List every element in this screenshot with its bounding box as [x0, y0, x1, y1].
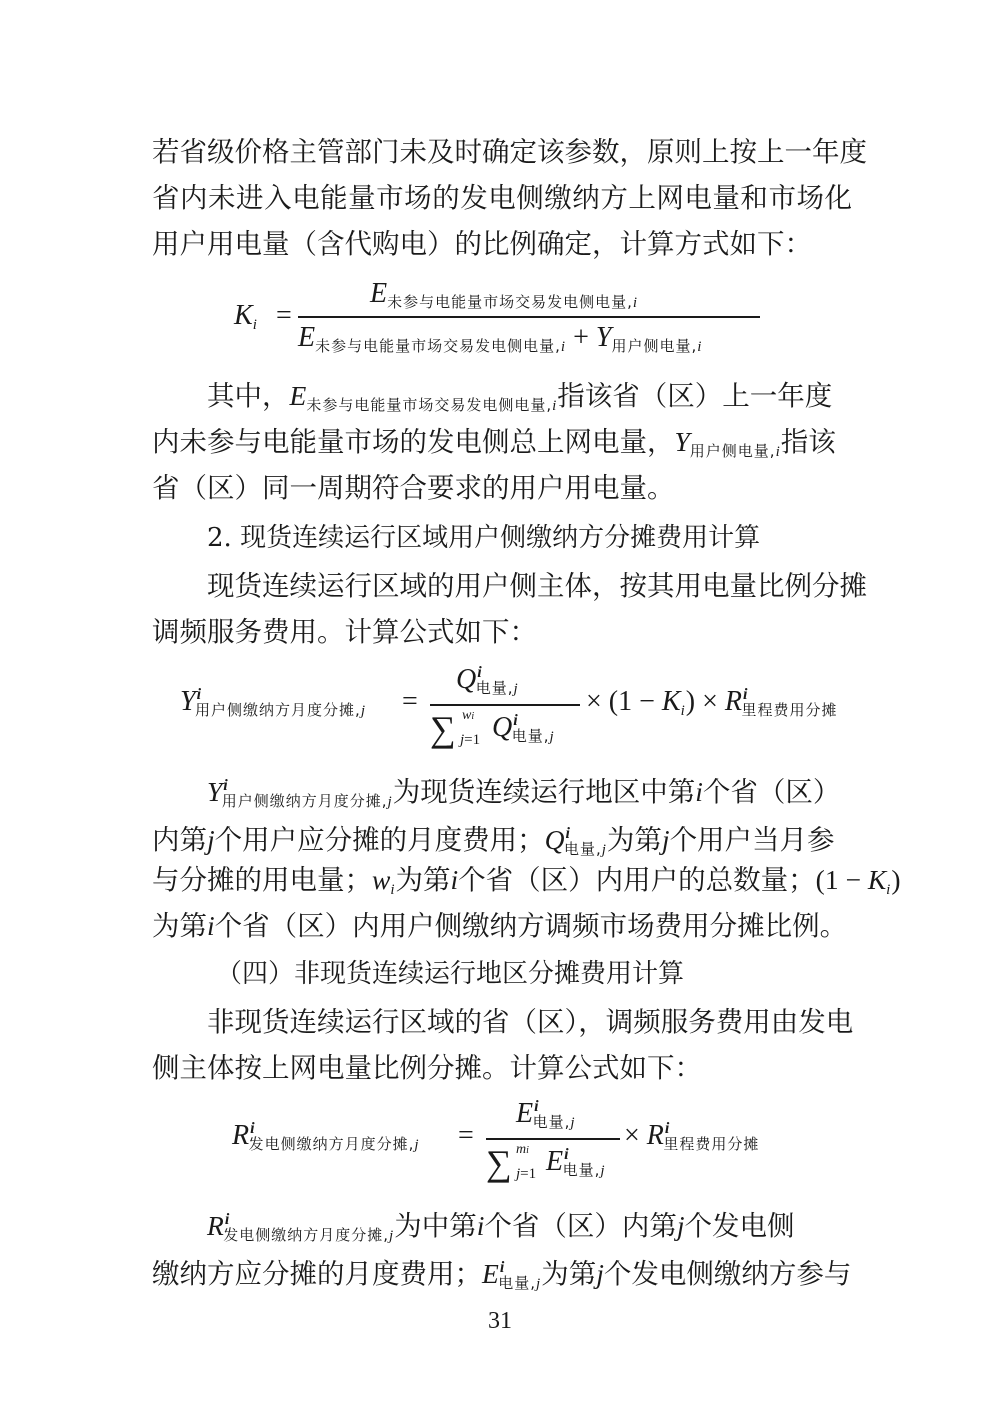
- formula-3-fraction-bar: [486, 1138, 620, 1140]
- page-number: 31: [488, 1308, 512, 1334]
- formula-3-sigma-bottom: j=1: [516, 1166, 537, 1182]
- formula-generator-side-share: [232, 1094, 792, 1194]
- paragraph-1-line-1: 若省级价格主管部门未及时确定该参数，原则上按上一年度: [152, 136, 867, 168]
- paragraph-1-line-2: 省内未进入电能量市场的发电侧缴纳方上网电量和市场化: [152, 182, 852, 214]
- paragraph-3-line-2: 调频服务费用。计算公式如下：: [152, 616, 537, 648]
- paragraph-4-line-3: 与分摊的用电量；$w_i$为第i个省（区）内用户的总数量；$(1 - K_i)$: [152, 864, 901, 898]
- formula-3-eq: =: [458, 1120, 474, 1151]
- paragraph-4-line-4: 为第i个省（区）内用户侧缴纳方调频市场费用分摊比例。: [152, 910, 848, 942]
- paragraph-4-line-1: $Y^i_{用户侧缴纳方月度分摊,j}$为现货连续运行地区中第i个省（区）: [207, 776, 841, 810]
- paragraph-2-line-2: 内未参与电能量市场的发电侧总上网电量，$Y_{用户侧电量,i}$指该: [152, 426, 836, 460]
- paragraph-3-line-1: 现货连续运行区域的用户侧主体，按其用电量比例分摊: [207, 570, 867, 602]
- paragraph-6-line-2: 缴纳方应分摊的月度费用；$E^i_{电量,j}$为第j个发电侧缴纳方参与: [152, 1258, 852, 1292]
- formula-user-side-share: [180, 660, 838, 760]
- formula-2-eq: =: [402, 686, 418, 717]
- paragraph-2-line-1: 其中，$E_{未参与电能量市场交易发电侧电量,i}$指该省（区）上一年度: [207, 380, 833, 414]
- formula-2-tail: × $(1 - K_i) \times R^i_{里程费用分摊}$: [586, 686, 838, 719]
- paragraph-6-line-1: $R^i_{发电侧缴纳方月度分摊,j}$为中第i个省（区）内第j个发电侧: [207, 1210, 795, 1244]
- paragraph-5-line-1: 非现货连续运行区域的省（区），调频服务费用由发电: [207, 1006, 854, 1038]
- formula-2-sigma-bottom: j=1: [460, 732, 481, 748]
- formula-2-numerator: $Q^i_{电量,j}$: [456, 664, 519, 697]
- formula-1-eq: =: [276, 300, 292, 331]
- formula-3-sigma-top: mi: [516, 1142, 529, 1157]
- formula-3-numerator: $E^i_{电量,j}$: [516, 1098, 576, 1131]
- formula-3-lhs: $R^i_{发电侧缴纳方月度分摊,j}$: [232, 1120, 420, 1153]
- paragraph-4-line-2: 内第j个用户应分摊的月度费用；$Q^i_{电量,j}$为第j个用户当月参: [152, 824, 835, 858]
- formula-2-fraction-bar: [430, 704, 580, 706]
- paragraph-5-line-2: 侧主体按上网电量比例分摊。计算公式如下：: [152, 1052, 702, 1084]
- formula-1-numerator: $E_{未参与电能量市场交易发电侧电量,i}$: [370, 278, 639, 311]
- paragraph-1-line-3: 用户用电量（含代购电）的比例确定，计算方式如下：: [152, 228, 812, 260]
- formula-1-fraction-bar: [298, 316, 760, 318]
- paragraph-2-line-3: 省（区）同一周期符合要求的用户用电量。: [152, 472, 675, 504]
- formula-3-tail: × $R^i_{里程费用分摊}$: [624, 1120, 760, 1153]
- formula-3-denominator: $E^i_{电量,j}$: [546, 1146, 606, 1179]
- formula-2-sigma-top: wi: [462, 708, 475, 723]
- formula-1-denominator: $E_{未参与电能量市场交易发电侧电量,i} + Y_{用户侧电量,i}$: [298, 322, 703, 355]
- formula-2-denominator: $Q^i_{电量,j}$: [492, 712, 555, 745]
- formula-3-sigma: ∑: [486, 1143, 512, 1183]
- formula-2-sigma: ∑: [430, 709, 456, 749]
- formula-1-lhs: $K_i$: [234, 300, 258, 333]
- section-heading-2: 2. 现货连续运行区域用户侧缴纳方分摊费用计算: [207, 523, 761, 553]
- section-heading-4: （四）非现货连续运行地区分摊费用计算: [216, 959, 685, 989]
- formula-k-ratio: [234, 278, 774, 366]
- formula-2-lhs: $Y^i_{用户侧缴纳方月度分摊,j}$: [180, 686, 366, 719]
